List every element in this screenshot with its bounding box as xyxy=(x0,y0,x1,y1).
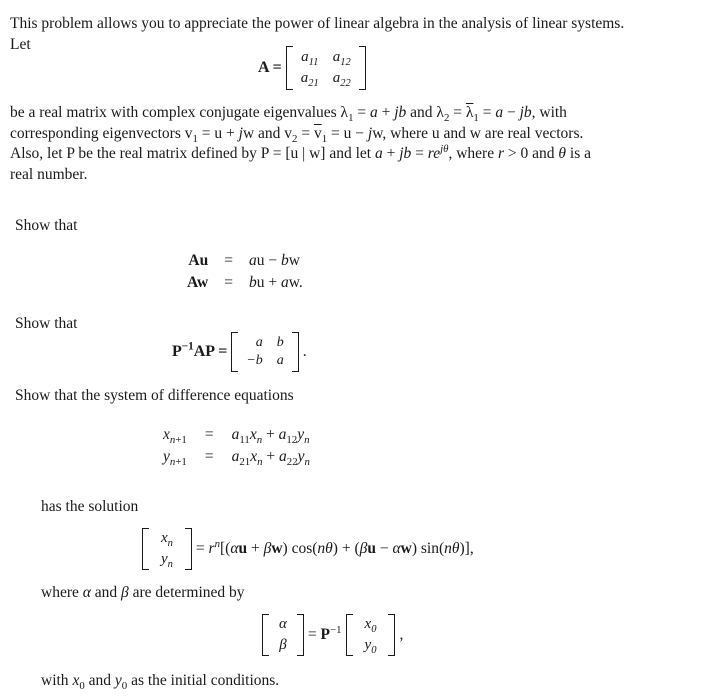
part3-prompt: Show that the system of difference equations xyxy=(15,387,294,404)
part1-prompt: Show that xyxy=(15,217,78,234)
matrix-a-entries: $a_{11}$ $a_{12}$ $a_{21}$ $a_{22}$ xyxy=(300,49,351,89)
definitions-paragraph: be a real matrix with complex conjugate eigenvalues $\lambda_1 = a$ + jb and $\lambda_2 = \overline{\lambda}_1 = a$ − jb, with corresponding eigenvectors $v_1 = u$ + jw and $v_2 = \overline{v}_1 = u$ − jw, where u and w are real vectors. Also, let P be the real matrix defined by P = [u | w] and let a + jb = $re^{j\theta}$, where r > 0 and θ is a real number. xyxy=(10,104,591,183)
difference-equations: $x_{n+1}$ = $a_{11}x_n + a_{12}y_n$ $y_{n+1}$ = $a_{21}x_n + a_{22}y_n$ xyxy=(163,426,310,469)
intro-line: This problem allows you to appreciate the power of linear algebra in the analysis of linear systems. xyxy=(10,15,625,32)
solution-label: has the solution xyxy=(41,498,139,515)
coefficients-equation: α β = $P^{-1}$ $x_0$ $y_0$ , xyxy=(262,614,403,656)
let-label: Let xyxy=(10,35,31,53)
part2-prompt: Show that xyxy=(15,315,78,332)
right-bracket xyxy=(359,46,366,90)
matrix-a-equation: A = $a_{11}$ $a_{12}$ $a_{21}$ $a_{22}$ xyxy=(258,46,366,90)
closing-text: with $x_0$ and $y_0$ as the initial conditions. xyxy=(41,672,280,693)
left-bracket xyxy=(286,46,293,90)
part1-equations: Au = au − bw Aw = bu + aw. xyxy=(187,252,303,291)
where-label: where α and β are determined by xyxy=(41,584,245,601)
part2-equation: $P^{-1}AP$ = a b −b a . xyxy=(172,332,307,372)
solution-equation: $x_n$ $y_n$ = $r^n[(\alpha u + \beta w) \cos(n\theta) + (\beta u - \alpha w)$ sin(nθ)], xyxy=(142,528,474,570)
